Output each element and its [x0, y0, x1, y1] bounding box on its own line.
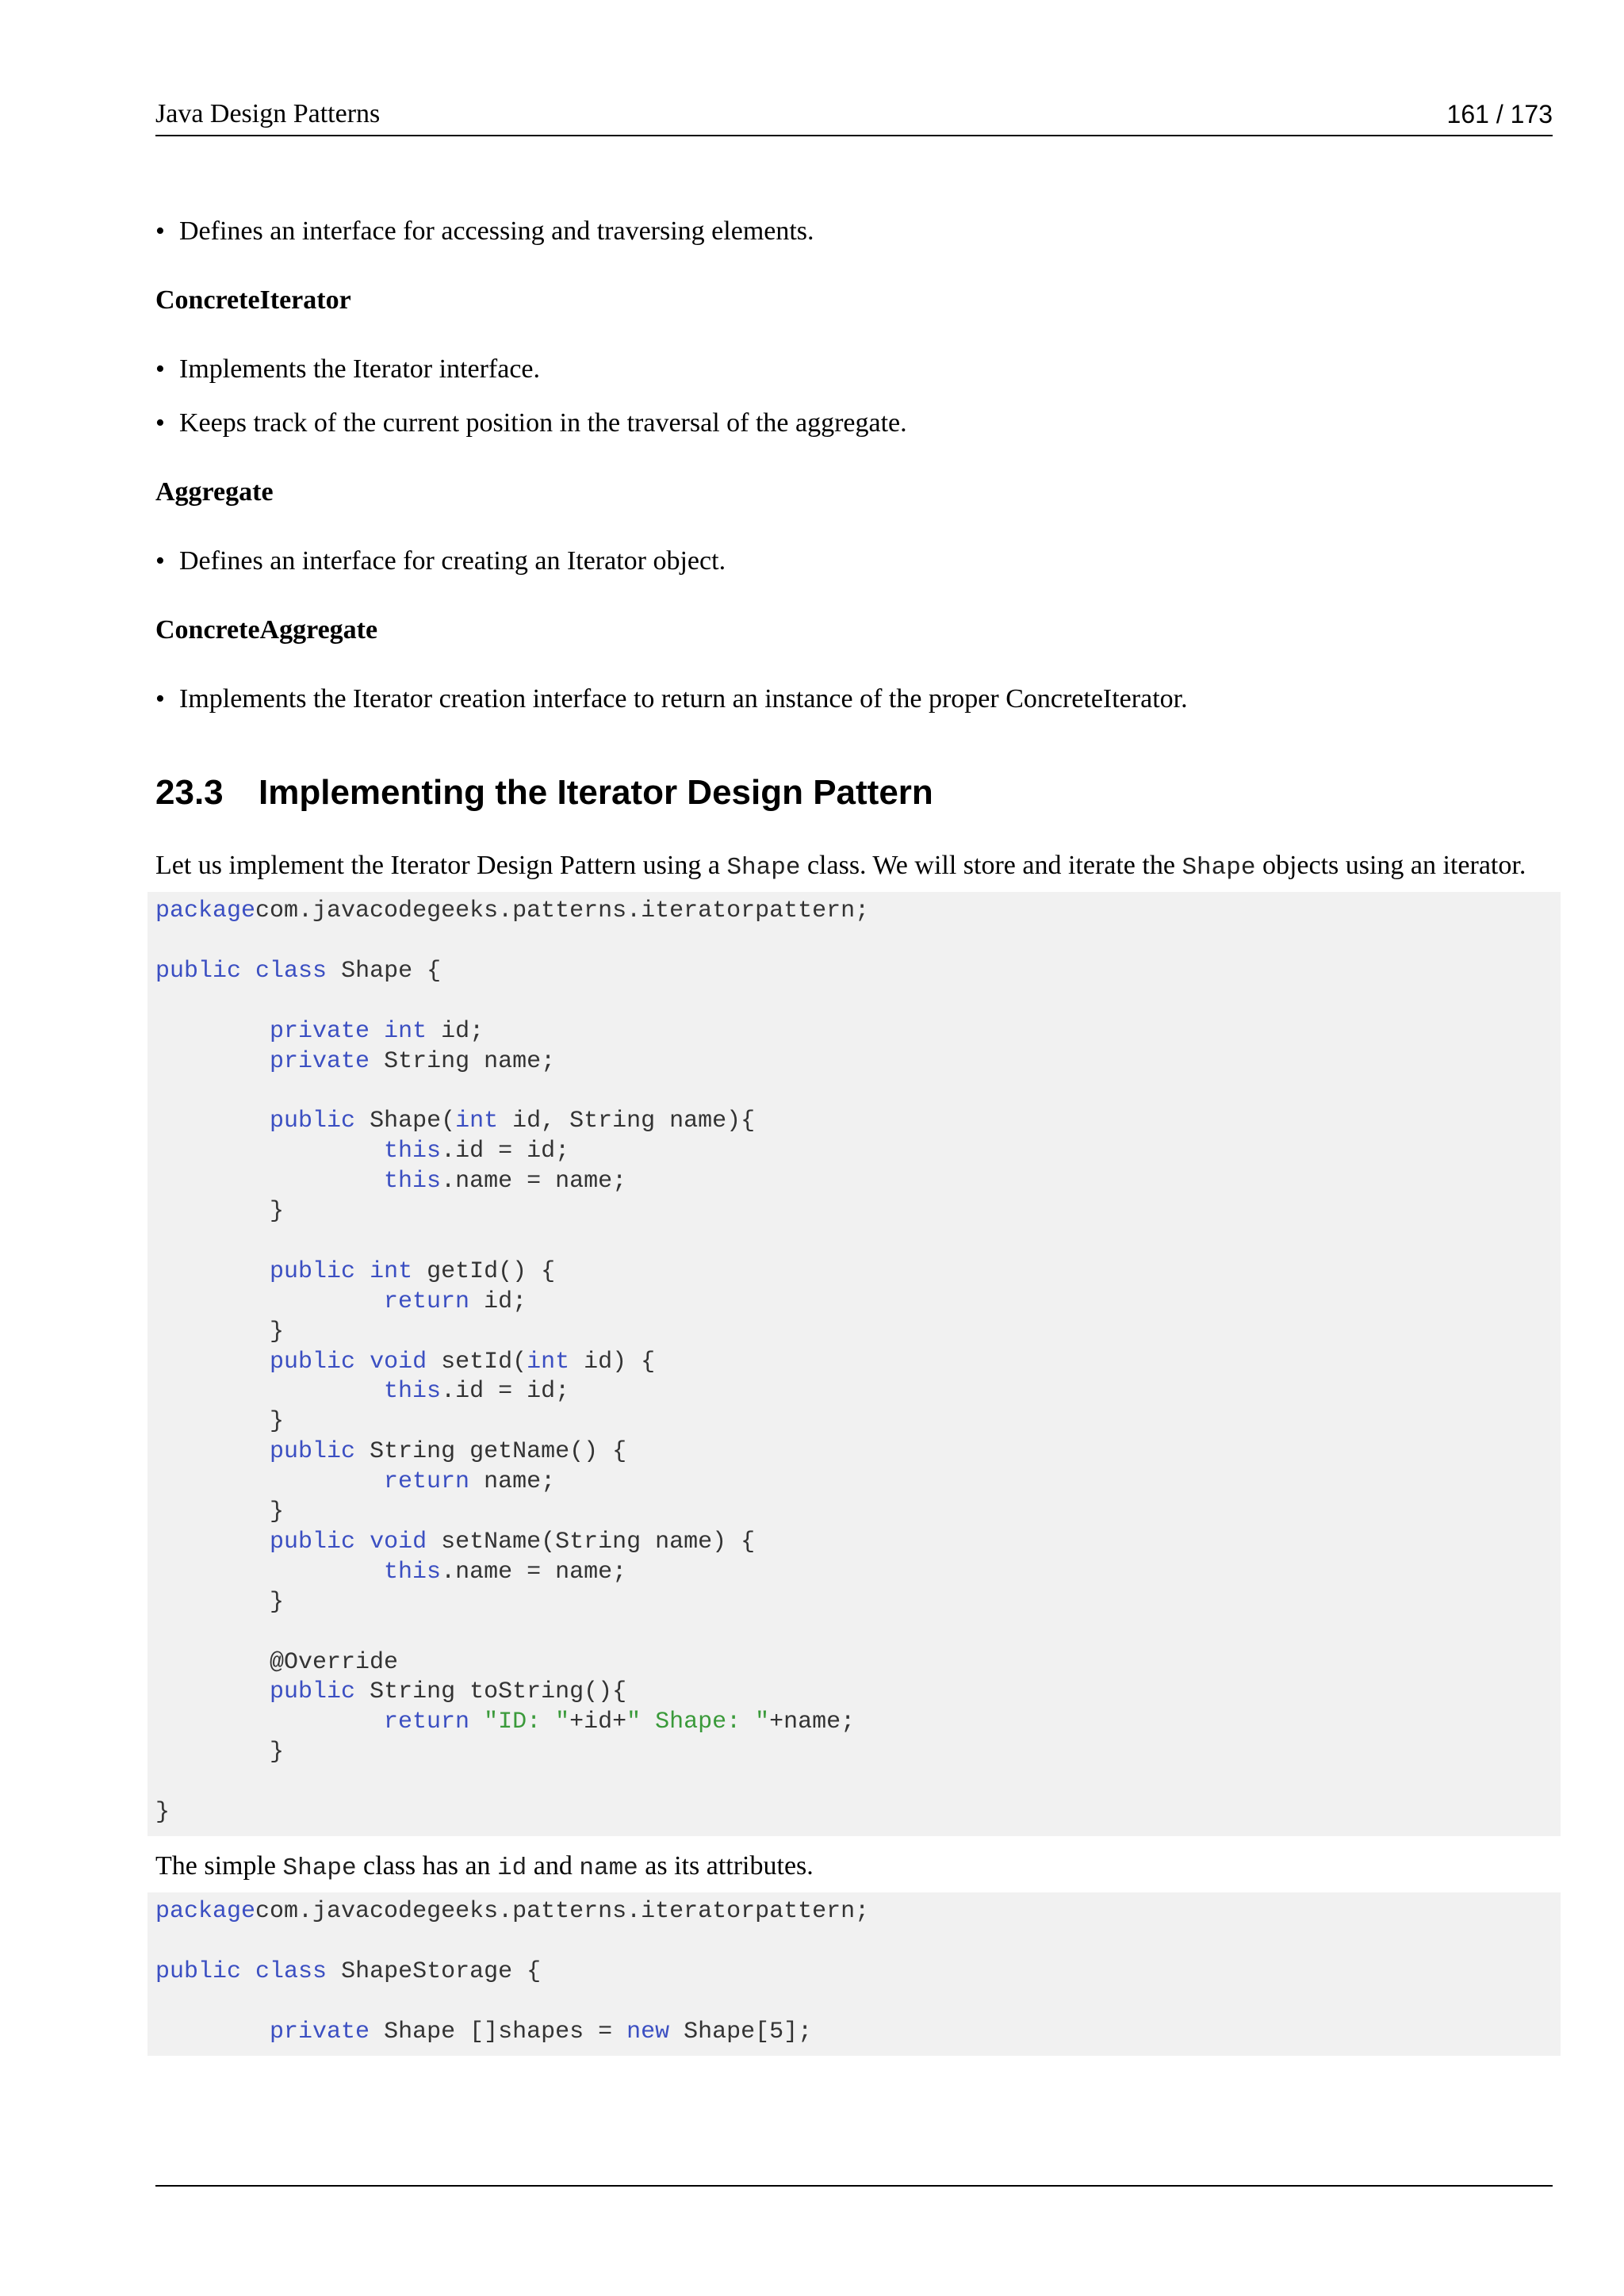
bullet-item	[155, 352, 1559, 387]
description-paragraph	[155, 1849, 1559, 1886]
code-text: com.javacodegeeks.patterns.iteratorpattern;	[255, 897, 870, 924]
code-text: .id = id;	[441, 1378, 570, 1406]
text-run: objects using an iterator.	[1255, 851, 1526, 880]
code-line	[155, 927, 1553, 957]
code-line	[155, 1528, 1553, 1558]
code-keyword: int	[384, 1017, 427, 1045]
code-text	[155, 1138, 384, 1165]
code-text: .name = name;	[441, 1168, 627, 1196]
code-line	[155, 1017, 1553, 1047]
inline-code: Shape	[282, 1854, 357, 1882]
inline-code: name	[579, 1854, 638, 1882]
code-text	[155, 1288, 384, 1315]
code-keyword: public	[270, 1257, 356, 1285]
code-string: "ID: "	[484, 1709, 570, 1736]
code-line	[155, 1077, 1553, 1107]
code-keyword: int	[370, 1257, 413, 1285]
code-text: setName(String name) {	[427, 1528, 756, 1556]
code-line	[155, 1288, 1553, 1318]
code-keyword: class	[255, 1957, 327, 1985]
bullet-marker: •	[155, 546, 165, 576]
code-block-shape-class	[147, 892, 1561, 1836]
code-line	[155, 1798, 1553, 1828]
term-concrete-iterator: ConcreteIterator	[155, 285, 351, 315]
code-text: }	[155, 1739, 285, 1766]
code-line	[155, 897, 1553, 927]
code-text: getId() {	[412, 1257, 556, 1285]
code-line	[155, 1318, 1553, 1348]
code-line	[155, 1348, 1553, 1378]
text-run: class has an	[356, 1851, 498, 1881]
page-header	[155, 94, 1553, 136]
code-keyword: class	[255, 957, 327, 985]
code-line	[155, 1257, 1553, 1288]
bullet-marker: •	[155, 684, 165, 714]
code-text	[155, 1018, 270, 1045]
code-text: name;	[469, 1468, 556, 1496]
code-text: +name;	[769, 1709, 856, 1736]
intro-paragraph	[155, 848, 1559, 886]
code-keyword: int	[527, 1348, 570, 1376]
code-keyword: this	[384, 1168, 442, 1196]
code-keyword: void	[370, 1528, 427, 1556]
code-text	[155, 1709, 384, 1735]
section-number: 23.3	[155, 773, 224, 812]
code-text: Shape {	[327, 957, 442, 985]
code-string: " Shape: "	[626, 1709, 770, 1736]
text-run: Let us implement the Iterator Design Pattern using a	[155, 851, 727, 880]
bullet-marker: •	[155, 408, 165, 438]
code-text: .id = id;	[441, 1138, 570, 1165]
code-text	[355, 1258, 370, 1285]
code-keyword: public	[270, 1678, 356, 1706]
code-text	[155, 1108, 270, 1135]
term-aggregate: Aggregate	[155, 477, 274, 507]
bullet-text: Implements the Iterator creation interface to return an instance of the proper ConcreteIterator.	[179, 684, 1188, 714]
bullet-text: Keeps track of the current position in the traversal of the aggregate.	[179, 408, 907, 438]
code-text: id;	[427, 1017, 485, 1045]
bullet-marker: •	[155, 216, 165, 246]
code-line	[155, 1768, 1553, 1798]
code-text: }	[155, 1799, 170, 1827]
code-line	[155, 987, 1553, 1017]
code-text	[355, 1349, 370, 1376]
code-keyword: new	[626, 2018, 670, 2045]
code-text: }	[155, 1588, 285, 1616]
code-line	[155, 1957, 1553, 1988]
inline-code: Shape	[726, 854, 801, 882]
code-text: }	[155, 1318, 285, 1345]
code-keyword: return	[384, 1288, 470, 1315]
bullet-item	[155, 682, 1559, 717]
code-line	[155, 1468, 1553, 1498]
code-text	[469, 1709, 484, 1735]
code-keyword: public	[270, 1438, 356, 1466]
code-text	[155, 1438, 270, 1465]
code-line	[155, 1407, 1553, 1437]
page-number: 161 / 173	[1446, 100, 1553, 128]
code-text: }	[155, 1198, 285, 1226]
bullet-text: Implements the Iterator interface.	[179, 354, 540, 384]
code-text: }	[155, 1408, 285, 1436]
code-line	[155, 1107, 1553, 1137]
code-line	[155, 1648, 1553, 1678]
code-text: }	[155, 1498, 285, 1526]
code-text	[370, 1018, 384, 1045]
code-keyword: this	[384, 1558, 442, 1586]
inline-code: id	[497, 1854, 527, 1882]
bullet-item	[155, 406, 1559, 441]
code-text	[155, 1048, 270, 1075]
inline-code: Shape	[1182, 854, 1256, 882]
bullet-text: Defines an interface for creating an Iterator object.	[179, 546, 726, 576]
code-keyword: public	[155, 1957, 242, 1985]
code-keyword: int	[455, 1108, 499, 1135]
code-line	[155, 1897, 1553, 1927]
code-text	[155, 1529, 270, 1556]
code-keyword: return	[384, 1468, 470, 1496]
code-line	[155, 1197, 1553, 1227]
code-line	[155, 957, 1553, 987]
code-line	[155, 1588, 1553, 1618]
code-text: id, String name){	[498, 1108, 756, 1135]
code-line	[155, 1927, 1553, 1957]
code-keyword: public	[270, 1528, 356, 1556]
code-text: Shape[5];	[669, 2018, 813, 2045]
bullet-item	[155, 544, 1559, 579]
code-keyword: public	[270, 1348, 356, 1376]
code-line	[155, 1498, 1553, 1528]
code-keyword: package	[155, 1898, 256, 1925]
code-line	[155, 1437, 1553, 1468]
code-text: com.javacodegeeks.patterns.iteratorpattern;	[255, 1898, 870, 1925]
code-text	[155, 1468, 384, 1495]
code-text	[155, 2019, 270, 2045]
code-text	[241, 958, 255, 985]
code-text: @Override	[155, 1648, 399, 1676]
code-line	[155, 2018, 1553, 2048]
code-line	[155, 1708, 1553, 1738]
code-line	[155, 1678, 1553, 1708]
term-concrete-aggregate: ConcreteAggregate	[155, 615, 378, 645]
code-keyword: package	[155, 897, 256, 924]
footer-rule	[155, 2185, 1553, 2187]
bullet-text: Defines an interface for accessing and traversing elements.	[179, 216, 814, 246]
code-text: String name;	[370, 1047, 556, 1075]
code-keyword: private	[270, 1017, 370, 1045]
code-text	[155, 1559, 384, 1586]
code-line	[155, 1047, 1553, 1077]
code-line	[155, 1137, 1553, 1167]
code-line	[155, 1227, 1553, 1257]
code-text: id) {	[569, 1348, 656, 1376]
code-text: +id+	[569, 1709, 627, 1736]
code-keyword: this	[384, 1378, 442, 1406]
code-text	[355, 1529, 370, 1556]
code-text	[155, 1378, 384, 1405]
code-keyword: this	[384, 1138, 442, 1165]
bullet-item	[155, 214, 1559, 249]
text-run: The simple	[155, 1851, 283, 1881]
code-keyword: void	[370, 1348, 427, 1376]
code-keyword: private	[270, 2018, 370, 2045]
text-run: and	[527, 1851, 580, 1881]
bullet-marker: •	[155, 354, 165, 384]
code-keyword: public	[155, 957, 242, 985]
code-keyword: public	[270, 1108, 356, 1135]
code-keyword: private	[270, 1047, 370, 1075]
code-text: setId(	[427, 1348, 527, 1376]
code-line	[155, 1988, 1553, 2018]
text-run: class. We will store and iterate the	[800, 851, 1182, 880]
section-heading	[155, 771, 1559, 815]
code-text: ShapeStorage {	[327, 1957, 542, 1985]
page-content	[155, 214, 1559, 2056]
code-text	[155, 1349, 270, 1376]
code-text: String toString(){	[355, 1678, 627, 1706]
code-text: id;	[469, 1288, 527, 1315]
code-text: .name = name;	[441, 1558, 627, 1586]
code-text	[155, 1168, 384, 1195]
section-title: Implementing the Iterator Design Pattern	[259, 773, 933, 812]
code-text	[155, 1258, 270, 1285]
document-title: Java Design Patterns	[155, 99, 381, 128]
text-run: as its attributes.	[638, 1851, 814, 1881]
code-line	[155, 1618, 1553, 1648]
code-text	[155, 1678, 270, 1705]
code-text: Shape(	[355, 1108, 456, 1135]
code-line	[155, 1167, 1553, 1197]
code-text: Shape []shapes =	[370, 2018, 627, 2045]
code-text: String getName() {	[355, 1438, 627, 1466]
code-line	[155, 1738, 1553, 1768]
code-text	[241, 1958, 255, 1985]
code-block-shape-storage	[147, 1892, 1561, 2056]
code-keyword: return	[384, 1709, 470, 1736]
code-line	[155, 1377, 1553, 1407]
code-line	[155, 1558, 1553, 1588]
